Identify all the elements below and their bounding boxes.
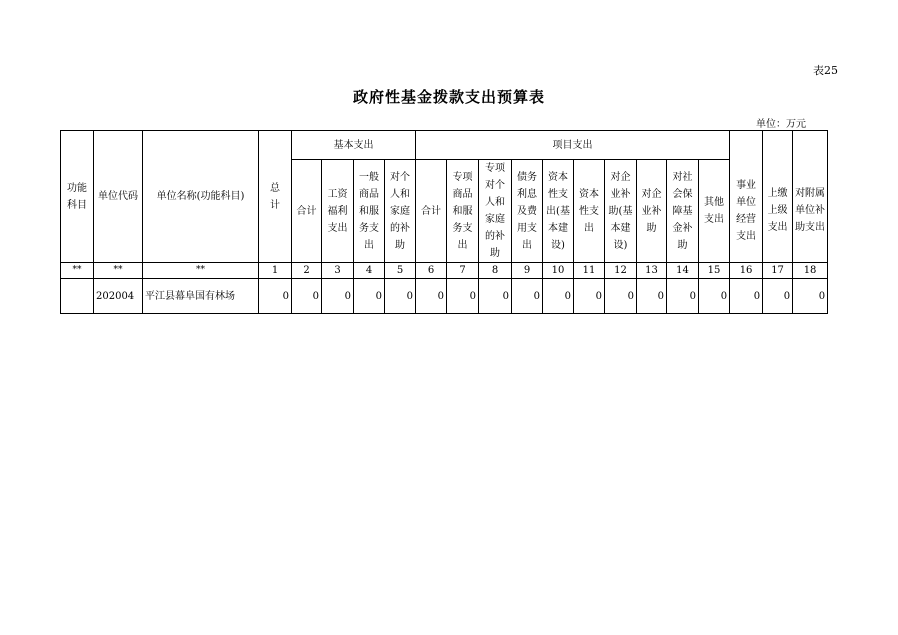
row-value: 0	[637, 279, 667, 314]
row-value: 0	[699, 279, 730, 314]
row-value: 0	[479, 279, 512, 314]
index-cell: 7	[447, 263, 479, 279]
row-value: 0	[322, 279, 354, 314]
row-value: 0	[543, 279, 574, 314]
row-value: 0	[416, 279, 447, 314]
row-value: 0	[667, 279, 699, 314]
row-value: 0	[385, 279, 416, 314]
header-project-capital-construction: 资本 性支 出(基 本建 设)	[543, 160, 574, 263]
index-cell: 15	[699, 263, 730, 279]
header-business-top	[730, 131, 763, 160]
index-cell: 17	[763, 263, 793, 279]
header-project-goods-services: 专项 商品 和服 务支 出	[447, 160, 479, 263]
header-unit-code: 单位代码	[94, 131, 143, 263]
header-project-enterprise-subsidy: 对企 业补 助	[637, 160, 667, 263]
index-cell: **	[94, 263, 143, 279]
header-project-capital: 资本 性支 出	[574, 160, 605, 263]
index-cell: 6	[416, 263, 447, 279]
row-value: 0	[763, 279, 793, 314]
header-total: 总 计	[259, 131, 292, 263]
header-basic-goods-services: 一般 商品 和服 务支 出	[354, 160, 385, 263]
row-value: 0	[292, 279, 322, 314]
header-upper-remittance: 上缴 上级 支出	[763, 160, 793, 263]
index-cell: 3	[322, 263, 354, 279]
header-basic-total: 合计	[292, 160, 322, 263]
row-unit-code: 202004	[94, 279, 143, 314]
row-value: 0	[354, 279, 385, 314]
row-value: 0	[512, 279, 543, 314]
header-business-operating: 事业 单位 经营 支出	[730, 160, 763, 263]
row-value: 0	[259, 279, 292, 314]
header-basic-personal-subsidy: 对个 人和 家庭 的补 助	[385, 160, 416, 263]
index-cell: 4	[354, 263, 385, 279]
row-value: 0	[730, 279, 763, 314]
index-cell: 11	[574, 263, 605, 279]
index-cell: 5	[385, 263, 416, 279]
unit-label: 单位：万元	[756, 119, 806, 130]
header-upper-top	[763, 131, 793, 160]
header-project-enterprise-construction: 对企 业补 助(基 本建 设)	[605, 160, 637, 263]
index-cell: 13	[637, 263, 667, 279]
header-project-total: 合计	[416, 160, 447, 263]
header-project-social-security: 对社 会保 障基 金补 助	[667, 160, 699, 263]
row-value: 0	[574, 279, 605, 314]
row-value: 0	[793, 279, 828, 314]
header-project-other: 其他 支出	[699, 160, 730, 263]
index-cell: **	[61, 263, 94, 279]
index-cell: 2	[292, 263, 322, 279]
header-project-personal-subsidy: 专项 对个 人和 家庭 的补 助	[479, 160, 512, 263]
row-value: 0	[447, 279, 479, 314]
header-affiliated-subsidy: 对附属 单位补 助支出	[793, 160, 828, 263]
budget-table	[60, 130, 828, 314]
table-number: 表25	[813, 64, 838, 77]
table-row	[61, 279, 828, 314]
index-cell: 12	[605, 263, 637, 279]
header-function-subject: 功能 科目	[61, 131, 94, 263]
index-cell: 14	[667, 263, 699, 279]
index-cell: 8	[479, 263, 512, 279]
index-cell: 1	[259, 263, 292, 279]
document-title: 政府性基金拨款支出预算表	[352, 88, 545, 106]
row-function-subject	[61, 279, 94, 314]
index-cell: 10	[543, 263, 574, 279]
row-unit-name: 平江县幕阜国有林场	[143, 279, 259, 314]
header-project-debt-interest: 债务 利息 及费 用支 出	[512, 160, 543, 263]
header-basic-expenditure: 基本支出	[292, 131, 416, 160]
row-value: 0	[605, 279, 637, 314]
index-cell: 18	[793, 263, 828, 279]
header-subsidy-top	[793, 131, 828, 160]
header-unit-name: 单位名称(功能科目)	[143, 131, 259, 263]
header-basic-wages: 工资 福利 支出	[322, 160, 354, 263]
index-cell: 9	[512, 263, 543, 279]
index-cell: **	[143, 263, 259, 279]
header-project-expenditure: 项目支出	[416, 131, 730, 160]
index-cell: 16	[730, 263, 763, 279]
index-row	[61, 263, 828, 279]
